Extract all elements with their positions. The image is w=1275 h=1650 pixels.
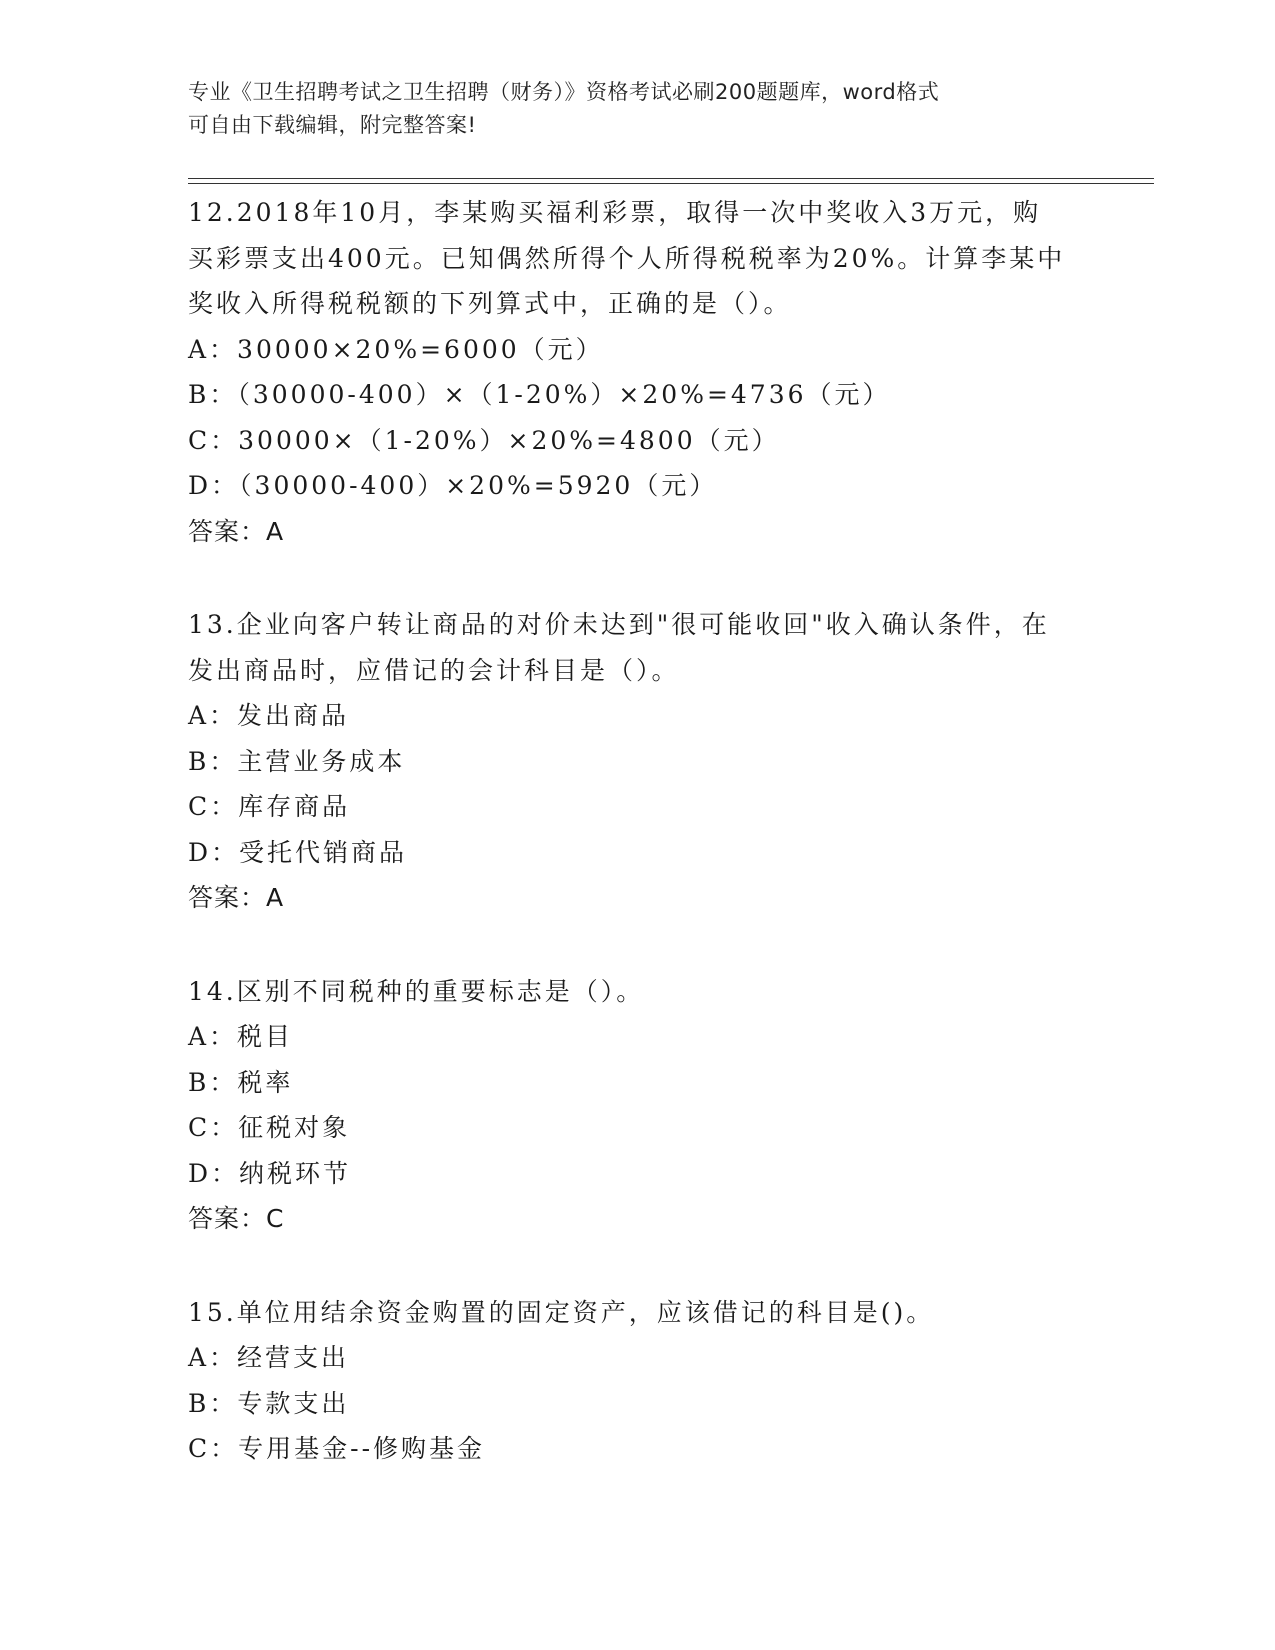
option-b: B：主营业务成本 [188, 746, 406, 776]
answer: 答案：A [188, 883, 285, 912]
question-stem-line: 13.企业向客户转让商品的对价未达到"很可能收回"收入确认条件，在 [188, 610, 1050, 639]
option-a: A：30000×20%=6000（元） [188, 334, 604, 364]
option-c: C：专用基金--修购基金 [188, 1434, 486, 1463]
question-stem-line: 发出商品时，应借记的会计科目是（）。 [188, 655, 680, 685]
answer: 答案：A [188, 516, 285, 546]
option-d: D：（30000-400）×20%=5920（元） [188, 471, 718, 500]
header-line-2: 可自由下载编辑，附完整答案! [188, 113, 477, 137]
option-b: B：税率 [188, 1067, 294, 1097]
question-14 [188, 969, 1088, 1242]
question-list [188, 190, 1088, 1520]
question-12 [188, 190, 1088, 554]
option-d: D：纳税环节 [188, 1158, 352, 1188]
header-line-1: 专业《卫生招聘考试之卫生招聘（财务）》资格考试必刷200题题库，word格式 [188, 80, 940, 104]
question-stem-line: 14.区别不同税种的重要标志是（）。 [188, 976, 645, 1006]
question-stem-line: 买彩票支出400元。已知偶然所得个人所得税税率为20%。计算李某中 [188, 243, 1066, 273]
option-a: A：经营支出 [188, 1343, 350, 1372]
header-divider-bottom [188, 183, 1154, 184]
option-a: A：发出商品 [188, 701, 350, 730]
question-13 [188, 602, 1088, 921]
document-header [188, 76, 1088, 142]
option-d: D：受托代销商品 [188, 837, 408, 867]
option-a: A：税目 [188, 1022, 294, 1051]
option-b: B：专款支出 [188, 1388, 350, 1418]
header-divider-top [188, 178, 1154, 179]
option-b: B：（30000-400）×（1-20%）×20%=4736（元） [188, 380, 891, 409]
question-stem-line: 12.2018年10月，李某购买福利彩票，取得一次中奖收入3万元，购 [188, 198, 1042, 227]
question-15 [188, 1290, 1088, 1472]
answer: 答案：C [188, 1204, 285, 1233]
question-stem-line: 15.单位用结余资金购置的固定资产，应该借记的科目是()。 [188, 1297, 935, 1327]
question-stem-line: 奖收入所得税税额的下列算式中，正确的是（）。 [188, 289, 792, 318]
option-c: C：库存商品 [188, 792, 351, 821]
option-c: C：征税对象 [188, 1113, 351, 1142]
option-c: C：30000×（1-20%）×20%=4800（元） [188, 425, 780, 455]
